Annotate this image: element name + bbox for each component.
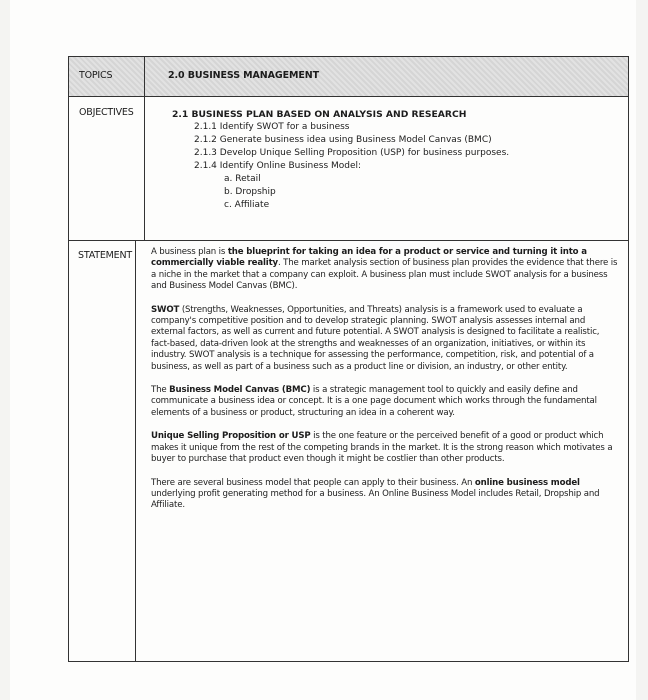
statement-row — [69, 241, 628, 661]
objective-item: 2.1.4 Identify Online Business Model: — [194, 161, 362, 171]
objectives-content — [172, 108, 509, 212]
text: is a strategic management tool to quickly and easily define and communicate a business idea or concept. It is a one page document which works through the fundamental elements of a business or product, structuring an idea in a coherent way. — [151, 385, 597, 418]
statement-label: STATEMENT — [78, 250, 132, 261]
paragraph-swot — [151, 305, 619, 373]
paragraph-usp — [151, 431, 619, 465]
text: is the one feature or the perceived benefit of a good or product which makes it unique from the rest of the competing brands in the market. It is the strong reason which motivates a buyer to purchase that product even though it might be costlier than other products. — [151, 431, 613, 465]
objective-item: 2.1.1 Identify SWOT for a business — [194, 122, 350, 132]
topics-row — [69, 57, 628, 97]
objectives-label: OBJECTIVES — [79, 107, 134, 118]
bold-text: Unique Selling Proposition or USP — [151, 431, 311, 442]
objective-subitem: c. Affiliate — [224, 200, 270, 210]
document-page — [10, 0, 636, 700]
paragraph-online-model — [151, 478, 619, 512]
objective-section-title: 2.1 BUSINESS PLAN BASED ON ANALYSIS AND RESEARCH — [172, 109, 467, 120]
text: There are several business model that people can apply to their business. An — [151, 477, 475, 488]
column-divider — [144, 97, 145, 240]
text: . The market analysis section of business plan provides the evidence that there is a niche in the market that a company can exploit. A business plan must include SWOT analysis for a business and Business Model Canvas (BMC). — [151, 258, 618, 292]
paragraph-bmc — [151, 385, 619, 419]
column-divider — [144, 57, 145, 96]
bold-text: the blueprint for taking an idea for a product or service and turning it into a commercially viable reality — [151, 247, 587, 269]
text: underlying profit generating method for a business. An Online Business Model includes Retail, Dropship and Affiliate. — [151, 488, 600, 511]
objective-subitem: b. Dropship — [224, 187, 276, 197]
paragraph-business-plan — [151, 247, 619, 293]
objective-item: 2.1.3 Develop Unique Selling Proposition (USP) for business purposes. — [194, 148, 510, 158]
syllabus-table — [68, 56, 629, 662]
objectives-row — [69, 97, 628, 241]
text: The — [151, 385, 170, 396]
text: (Strengths, Weaknesses, Opportunities, and Threats) analysis is a framework used to evaluate a company's competitive position and to develop strategic planning. SWOT analysis assesses internal and external factors, as well as current and future potential. A SWOT analysis is designed to facilitate a realistic, fact-based, data-driven look at the strengths and weaknesses of an organization, initiatives, or within its industry. SWOT analysis is a technique for assessing the performance, competition, risk, and potential of a business, as well as part of a business such as a product line or division, an industry, or other entity. — [151, 304, 600, 372]
text: A business plan is — [151, 247, 228, 257]
bold-text: SWOT — [151, 304, 180, 315]
objective-item: 2.1.2 Generate business idea using Business Model Canvas (BMC) — [194, 135, 492, 145]
topic-title: 2.0 BUSINESS MANAGEMENT — [168, 70, 319, 81]
statement-content — [151, 247, 619, 524]
bold-text: Business Model Canvas (BMC) — [169, 385, 311, 396]
topics-label: TOPICS — [79, 70, 113, 81]
bold-text: online business model — [474, 477, 580, 488]
column-divider — [135, 241, 136, 661]
objective-subitem: a. Retail — [224, 174, 261, 184]
